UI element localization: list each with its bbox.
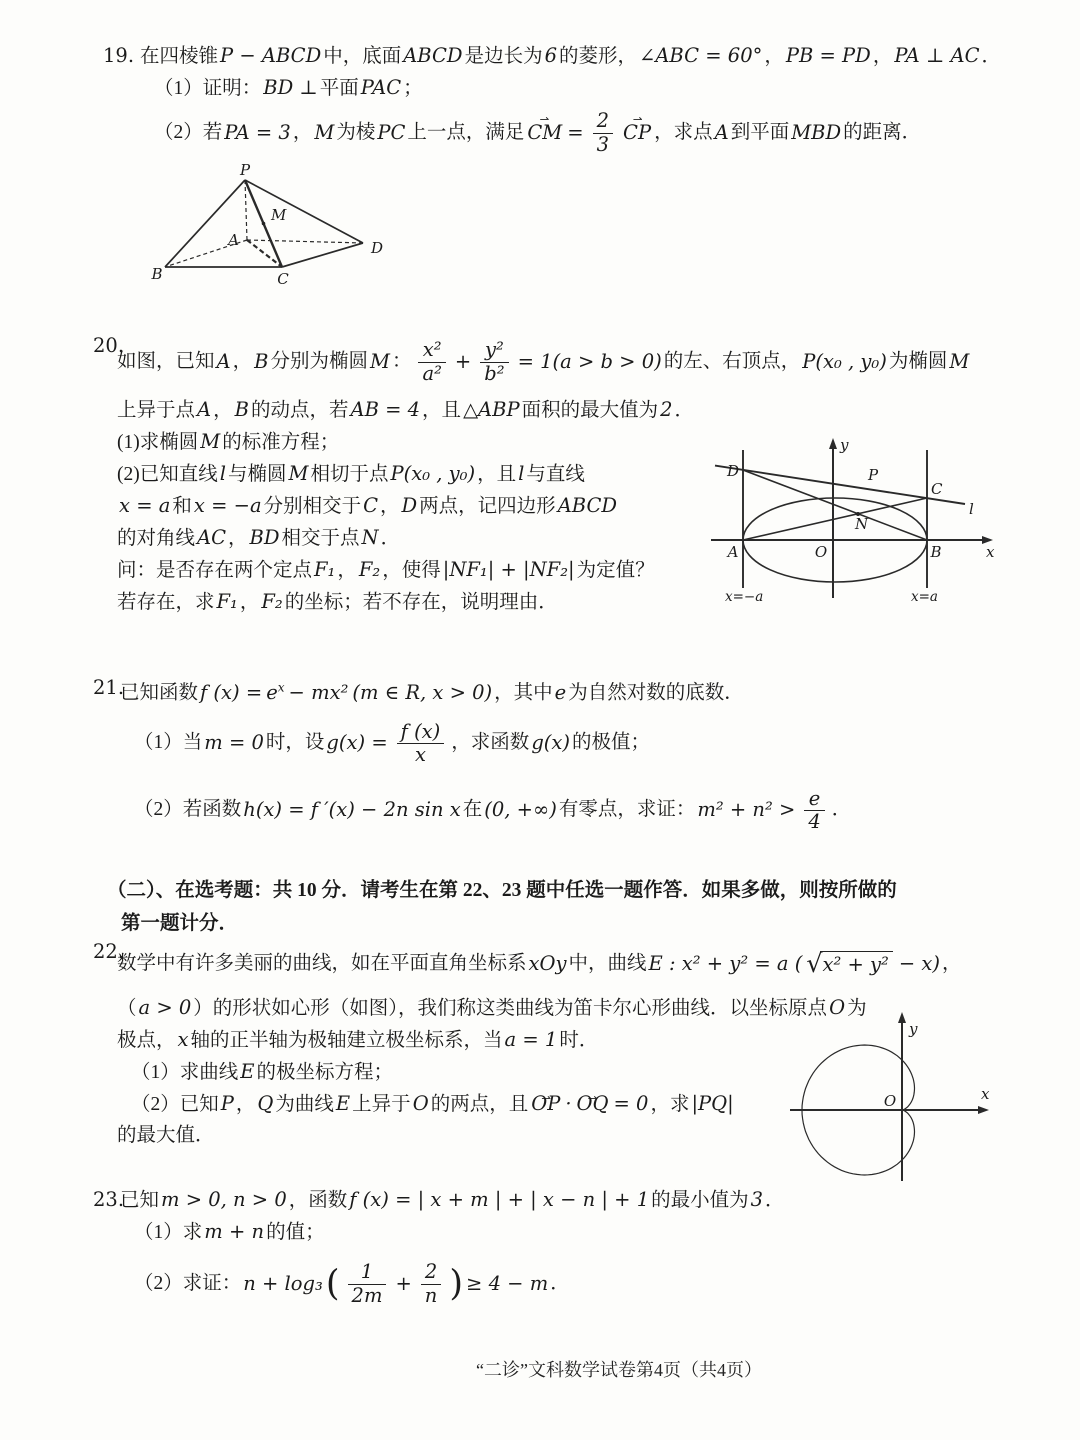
text-line: 的对角线 AC ， BD 相交于点 N ． bbox=[117, 526, 401, 549]
text-line: (2)已知直线 l 与椭圆 M 相切于点 P(x₀ , y₀) ，且 l 与直线 bbox=[117, 462, 585, 485]
text-line: （1）求 m + n 的值； bbox=[134, 1220, 325, 1243]
ellipse-label-a: A bbox=[727, 543, 739, 561]
text-line: （2）若 PA = 3 ， M 为棱 PC 上一点，满足 CM ⇀ = $\frac{2}{3}$ CP ⇀ ，求点 A 到平面 MBD 的距离． bbox=[140, 104, 1033, 162]
ellipse-label-p: P bbox=[867, 466, 879, 484]
text-line: 极点， x 轴的正半轴为极轴建立极坐标系，当 a = 1 时． bbox=[117, 1028, 599, 1051]
pyramid-figure bbox=[135, 162, 435, 302]
text-line: （二）、在选考题：共 10 分．请考生在第 22、23 题中任选一题作答．如果多做，则按所做的 bbox=[107, 880, 897, 901]
problem-23 bbox=[93, 1184, 1043, 1320]
ellipse-label-n: N bbox=[855, 515, 869, 533]
ellipse-label-x: x bbox=[986, 543, 995, 561]
ellipse-label-c: C bbox=[931, 480, 943, 498]
problem-21-text bbox=[120, 672, 1043, 843]
text-line: 已知函数 f $(x) = e^x - mx^2$ (m ∈ R, x > 0) ，其中 e 为自然对数的底数． bbox=[120, 680, 744, 704]
pyramid-label-p: P bbox=[239, 161, 251, 179]
ellipse-figure bbox=[697, 426, 1002, 604]
text-line: （2）若函数 h(x) = f ′(x) − 2n sin x 在 (0, +∞) 有零点，求证： m² + n² > $\frac{e}{4}$ ． bbox=[134, 786, 852, 833]
text-line: （1）证明： BD ⊥ 平面 PAC ； bbox=[154, 76, 423, 99]
heart-label-y: y bbox=[909, 1020, 918, 1038]
section-2-header bbox=[95, 874, 1045, 940]
text-line: 第一题计分． bbox=[121, 913, 239, 934]
problem-19-number: 19. bbox=[103, 44, 135, 67]
pyramid-label-b: B bbox=[151, 265, 163, 283]
ellipse-label-l: l bbox=[969, 500, 974, 518]
text-line: x = a 和 x = −a 分别相交于 C ， D 两点，记四边形 ABCD bbox=[119, 494, 618, 517]
pyramid-label-m: M bbox=[271, 206, 287, 224]
text-line: （1）当 m = 0 时，设 g(x) = $\frac{f (x)}{x}$ ，求函数 g(x) 的极值； bbox=[134, 719, 651, 766]
text-line: 的最大值． bbox=[117, 1125, 215, 1146]
ellipse-label-left-line: x=−a bbox=[725, 589, 764, 605]
pyramid-label-d: D bbox=[371, 239, 384, 257]
text-line: （1）求曲线 E 的极坐标方程； bbox=[131, 1060, 394, 1083]
text-line: （2）求证： n + log₃ ( $\frac{1}{2m}$ + $\frac{2}{n}$ ) ≥ 4 − m ． bbox=[134, 1260, 570, 1307]
page-footer: “二诊”文科数学试卷第4页（共4页） bbox=[476, 1360, 762, 1380]
problem-22-number: 22. bbox=[93, 940, 125, 963]
problem-23-text bbox=[120, 1184, 1043, 1320]
ellipse-label-y: y bbox=[840, 436, 849, 454]
text-line: 若存在，求 F₁ ， F₂ 的坐标；若不存在，说明理由． bbox=[117, 590, 558, 613]
problem-20-number: 20. bbox=[93, 334, 125, 357]
text-line: 已知 m > 0, n > 0 ，函数 f (x) = | x + m | + | x − n | + 1 的最小值为 3 ． bbox=[120, 1188, 785, 1211]
problem-21-number: 21. bbox=[93, 676, 125, 699]
problem-23-number: 23. bbox=[93, 1188, 125, 1211]
text-line: 数学中有许多美丽的曲线，如在平面直角坐标系 xOy 中，曲线 E : x² + y² = a ( √ x² + y² − x) ， bbox=[117, 947, 962, 978]
heart-label-x: x bbox=[981, 1085, 990, 1103]
text-line: （2）已知 P ， Q 为曲线 E 上异于 O 的两点，且 OP ⇀ · OQ ⇀ = 0 ，求 |PQ| bbox=[117, 1088, 777, 1120]
pyramid-label-c: C bbox=[277, 270, 289, 288]
heart-label-o: O bbox=[883, 1092, 897, 1110]
problem-19-text bbox=[140, 40, 1033, 162]
text-line: 如图，已知 A ， B 分别为椭圆 M ： $\frac{\text{x²}}{\text{a²}}$ + $\frac{\text{y²}}{\text{b²}}$ = 1(a > b > 0) 的左、右顶点， P(x₀ , y₀) 为椭圆 M bbox=[117, 338, 970, 385]
ellipse-label-o: O bbox=[814, 543, 828, 561]
text-line: 上异于点 A ， B 的动点，若 AB = 4 ，且 △ABP 面积的最大值为 2 ． bbox=[117, 398, 695, 421]
problem-19 bbox=[103, 40, 1033, 162]
ellipse-label-right-line: x=a bbox=[911, 589, 938, 605]
text-line: （ a > 0 ）的形状如心形（如图），我们称这类曲线为笛卡尔心形曲线．以坐标原点 O 为 bbox=[117, 996, 867, 1019]
problem-20-text-left bbox=[117, 458, 717, 618]
text-line: 在四棱锥 P − ABCD 中，底面 ABCD 是边长为 6 的菱形， ∠ABC = 60° ， PB = PD ， PA ⊥ AC ． bbox=[140, 44, 1002, 67]
ellipse-label-d: D bbox=[726, 462, 739, 480]
section-2-text bbox=[107, 874, 1045, 940]
heart-figure bbox=[788, 998, 1038, 1183]
text-line: (1)求椭圆 M 的标准方程； bbox=[117, 430, 340, 453]
problem-22-text-left bbox=[117, 1024, 777, 1151]
ellipse-label-b: B bbox=[930, 543, 942, 561]
problem-21 bbox=[93, 672, 1043, 843]
pyramid-label-a: A bbox=[228, 231, 239, 249]
text-line: 问：是否存在两个定点 F₁ ， F₂ ，使得 |NF₁| + |NF₂| 为定值？ bbox=[117, 558, 655, 581]
